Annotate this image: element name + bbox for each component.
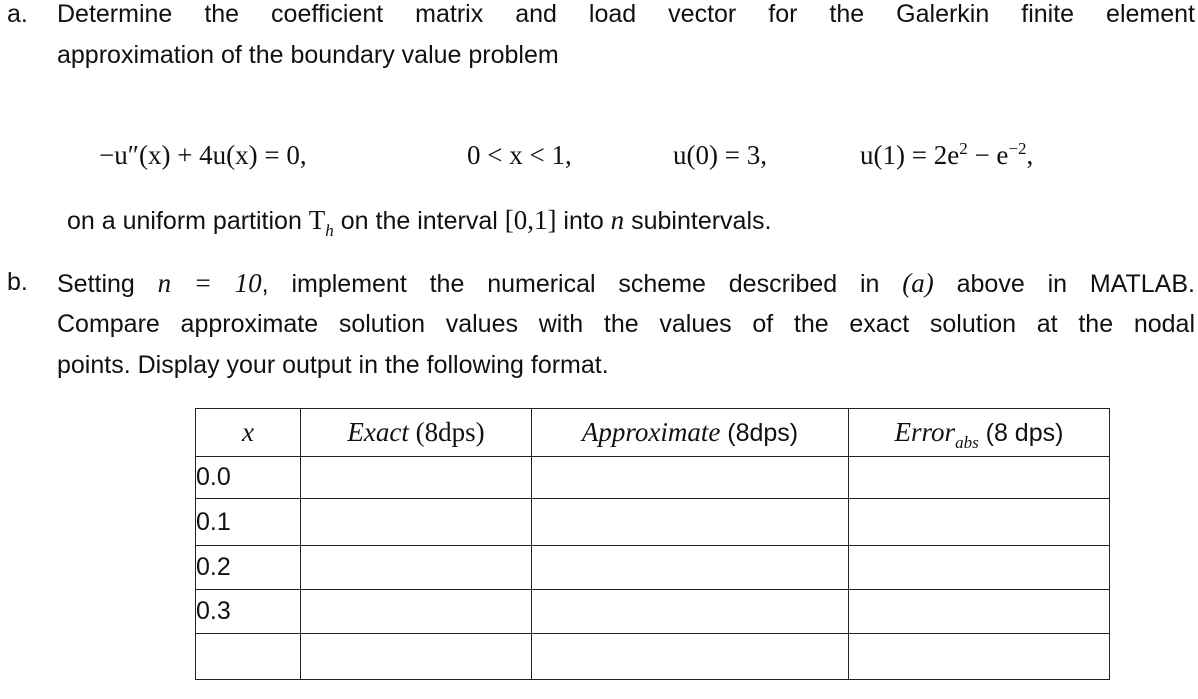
cell-error: [849, 499, 1110, 546]
table-row: [196, 634, 1110, 680]
output-format-table: [195, 408, 1110, 680]
cell-exact: [301, 457, 532, 499]
ode-equation: −u″(x) + 4u(x) = 0,: [99, 140, 307, 170]
header-x: x: [196, 409, 301, 457]
table-row: [196, 546, 1110, 590]
cell-x: [196, 634, 301, 680]
header-approximate: Approximate (8dps): [532, 409, 849, 457]
cell-exact: [301, 499, 532, 546]
table-header-row: [196, 409, 1110, 457]
table-row: [196, 499, 1110, 546]
cell-error: [849, 457, 1110, 499]
header-exact: Exact (8dps): [301, 409, 532, 457]
cell-error: [849, 546, 1110, 590]
cell-x: 0.0: [196, 457, 301, 499]
cell-error: [849, 590, 1110, 634]
part-a-marker: a.: [7, 0, 28, 28]
partition-sentence: on a uniform partition $T_h$ on the interval [0,1] into n subintervals.: [67, 205, 772, 240]
cell-x: 0.1: [196, 499, 301, 546]
part-b-line-2: Compare approximate solution values with the values of the exact solution at the nodal: [57, 310, 1195, 338]
cell-approximate: [532, 546, 849, 590]
cell-approximate: [532, 457, 849, 499]
part-a-line-2: approximation of the boundary value problem: [57, 41, 559, 69]
cell-approximate: [532, 499, 849, 546]
cell-exact: [301, 590, 532, 634]
header-error: Error$_{abs}$ (8 dps): [849, 409, 1110, 457]
cell-approximate: [532, 590, 849, 634]
cell-error: [849, 634, 1110, 680]
part-b-line-3: points. Display your output in the following format.: [57, 351, 609, 379]
part-b-line-1: Setting n = 10, implement the numerical scheme described in (a) above in MATLAB.: [57, 268, 1195, 298]
part-a-line-1: Determine the coefficient matrix and load vector for the Galerkin finite element: [57, 0, 1195, 28]
table-row: [196, 457, 1110, 499]
boundary-condition-right: $u(1) = 2e^2 - e^{-2}$,: [860, 139, 1034, 170]
cell-exact: [301, 634, 532, 680]
part-b-marker: b.: [7, 268, 28, 296]
cell-x: 0.2: [196, 546, 301, 590]
cell-x: 0.3: [196, 590, 301, 634]
cell-approximate: [532, 634, 849, 680]
domain-condition: 0 < x < 1,: [467, 140, 572, 170]
table-row: [196, 590, 1110, 634]
cell-exact: [301, 546, 532, 590]
boundary-condition-left: u(0) = 3,: [673, 140, 767, 170]
